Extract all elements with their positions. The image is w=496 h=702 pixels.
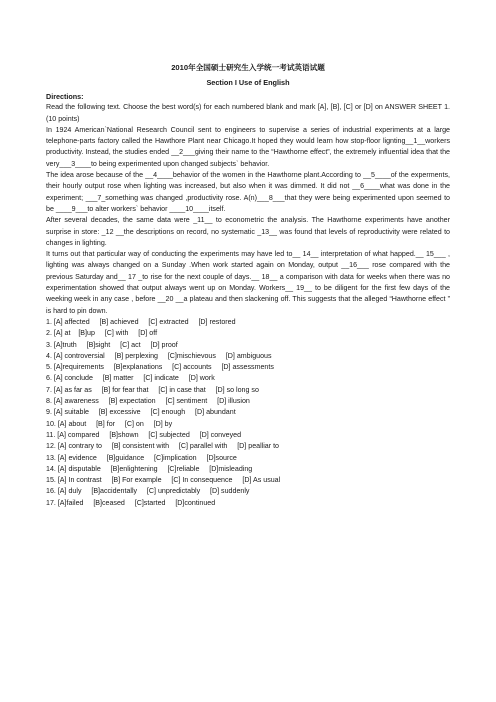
- passage-paragraph: In 1924 American`National Research Council sent to engineers to supervise a series of industrial experiments at a large telephone-parts factory called the Hawthore Plant near Chicago.It hoped they would learn how stop-floor lignting__1__workers productivity. Instead, the studies ended __2___giving their name to the “Hawthorne effect”, the extremely influential idea that the very___3____to being experimented upon changed subjects` behavior.: [46, 125, 450, 168]
- question-option: 9. [A] suitable [B] excessive [C] enough [D] abundant: [46, 408, 236, 417]
- question-option: 15. [A] In contrast [B] For example [C] In consequence [D] As usual: [46, 476, 281, 485]
- question-option: 8. [A] awareness [B] expectation [C] sentiment [D] illusion: [46, 397, 250, 406]
- question-option: 17. [A]failed [B]ceased [C]started [D]continued: [46, 498, 216, 507]
- passage-paragraph: The idea arose because of the __4____behavior of the women in the Hawthorne plant.According to __5____of the experments, their hourly output rose when lighting was increased, but also when it was dimmed. It did not __6____what was done in the experiment; ___7_something was changed ,productivity rose. A(n)___8___that they were being experimented upon seemed to be ____9___to alter workers` behavior ____10____itself.: [46, 171, 450, 213]
- question-option: 13. [A] evidence [B]guidance [C]implication [D]source: [46, 453, 237, 462]
- exam-title: 2010年全国硕士研究生入学统一考试英语试题: [171, 63, 325, 72]
- question-option: 16. [A] duly [B]accidentally [C] unpredictably [D] suddenly: [46, 487, 250, 496]
- question-option: 12. [A] contrary to [B] consistent with [C] parallel with [D] pealliar to: [46, 442, 280, 451]
- question-option: 4. [A] controversial [B] perplexing [C]mischievous [D] ambiguous: [46, 351, 272, 360]
- question-option: 3. [A]truth [B]sight [C] act [D] proof: [46, 340, 178, 349]
- question-option: 11. [A] compared [B]shown [C] subjected [D] conveyed: [46, 430, 242, 439]
- section-title: Section I Use of English: [206, 78, 290, 87]
- question-options-list: [46, 317, 450, 509]
- exam-page: [46, 62, 450, 509]
- question-option: 2. [A] at [B]up [C] with [D] off: [46, 329, 158, 338]
- question-option: 10. [A] about [B] for [C] on [D] by: [46, 419, 173, 428]
- question-option: 6. [A] conclude [B] matter [C] indicate [D] work: [46, 374, 215, 383]
- question-option: 5. [A]requirements [B]explanations [C] accounts [D] assessments: [46, 363, 274, 372]
- passage-paragraph: After several decades, the same data were _11__ to econometric the analysis. The Hawthorne experiments have another surprise in store: _12 __the descriptions on record, no systematic _13__ was found that levels of reproductivity were related to changes in lighting.: [46, 216, 450, 247]
- directions-heading: Directions:: [46, 92, 84, 101]
- question-option: 14. [A] disputable [B]enlightening [C]reliable [D]misleading: [46, 464, 253, 473]
- directions-text: Read the following text. Choose the best word(s) for each numbered blank and mark [A], [B], [C] or [D] on ANSWER SHEET 1. (10 points): [46, 103, 450, 123]
- passage-paragraph: It turns out that particular way of conducting the experiments may have led to__ 14__ interpretation of what happed.__ 15___ , lighting was always changed on a Sunday .When work started again on Monday, output __16___ rose compared with the previous Saturday and__ 17 _to rise for the next couple of days.__ 18__ a comparison with data for weeks when there was no experimentation showed that output always went up on Monday. Workers__ 19__ to be diligent for the first few days of the weeking week in any case , before __20 __a plateau and then slackening off. This suggests that the alleged “Hawthorne effect ” is hard to pin down.: [46, 250, 450, 315]
- question-option: 7. [A] as far as [B] for fear that [C] in case that [D] so long so: [46, 385, 259, 394]
- question-option: 1. [A] affected [B] achieved [C] extracted [D] restored: [46, 317, 236, 326]
